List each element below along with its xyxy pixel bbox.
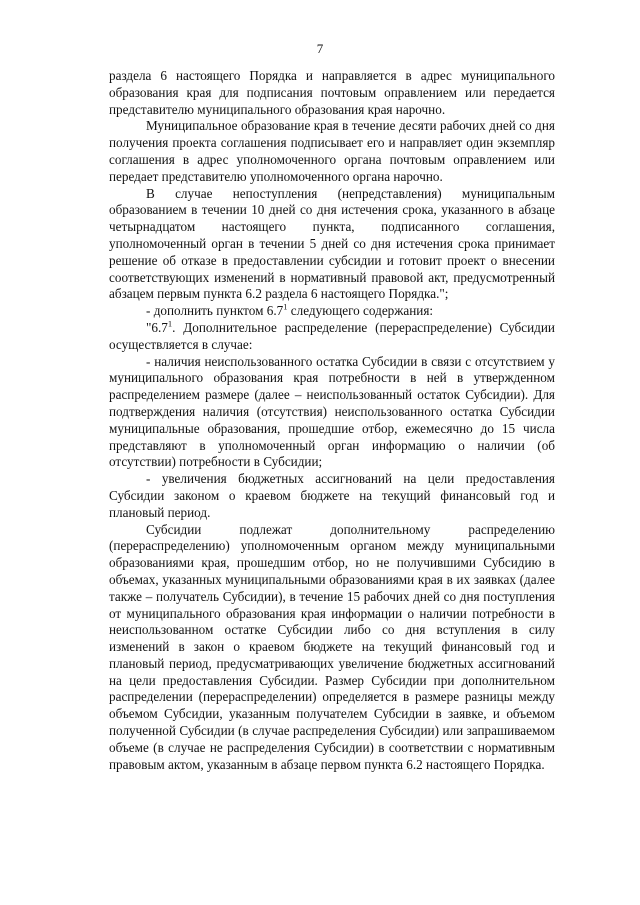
paragraph-4-before: - дополнить пунктом 6.7 [146, 303, 284, 319]
paragraph-6: - наличия неиспользованного остатка Субсидии в связи с отсутствием у муниципального образования края потребности в ней в утвержденном распределением размере (далее – неиспользованный остаток Субсидии). Для подтверждения наличия (отсутствия) неиспользованного остатка Субсидии муниципальные образования, прошедшие отбор, ежемесячно до 15 числа представляют в уполномоченный орган информацию о наличии (об отсутствии) потребности в Субсидии; [109, 353, 555, 470]
paragraph-3: В случае непоступления (непредставления) муниципальным образованием в течении 10 дней со дня истечения срока, указанного в абзаце четырнадцатом настоящего пункта, подписанного соглашения, уполномоченный орган в течении 5 дней со дня истечения срока принимает решение об отказе в предоставлении субсидии и готовит проект о внесении соответствующих изменений в нормативный правовой акт, предусмотренный абзацем первым пункта 6.2 раздела 6 настоящего Порядка."; [109, 185, 555, 302]
paragraph-2: Муниципальное образование края в течение десяти рабочих дней со дня получения проекта соглашения подписывает его и направляет один экземпляр соглашения в адрес уполномоченного органа почтовым оправлением или передает представителю уполномоченного органа нарочно. [109, 118, 555, 184]
page-number: 7 [316, 41, 324, 56]
paragraph-8: Субсидии подлежат дополнительному распределению (перераспределению) уполномоченным органом между муниципальными образованиями края, прошедшим отбор, но не получившими Субсидию в объемах, указанных муниципальными образованиями края в их заявках (далее также – получатель Субсидии), в течение 15 рабочих дней со дня поступления от муниципального образования края информации о наличии потребности в неиспользованном остатке Субсидии либо со дня вступления в силу изменений в закон о краевом бюджете на текущий финансовый год и плановый период, предусматривающих увеличение бюджетных ассигнований на цели предоставления Субсидии. Размер Субсидии при дополнительном распределении (перераспределении) определяется в размере разницы между объемом Субсидии, указанным получателем Субсидии в заявке, и объемом полученной Субсидии (в случае распределения Субсидии) или запрашиваемом объеме (в случае не распределения Субсидии) в соответствии с нормативным правовым актом, указанным в абзаце первом пункта 6.2 настоящего Порядка. [109, 521, 555, 772]
paragraph-4-superscript: 1 [283, 301, 288, 312]
document-body [109, 68, 555, 773]
paragraph-5 [109, 320, 555, 354]
paragraph-4 [109, 303, 555, 320]
paragraph-5-superscript: 1 [167, 318, 173, 329]
paragraph-5-after: . Дополнительное распределение (перераспределение) Субсидии осуществляется в случае: [109, 319, 555, 352]
paragraph-7: - увеличения бюджетных ассигнований на цели предоставления Субсидии законом о краевом бюджете на текущий финансовый год и плановый период. [109, 471, 555, 520]
paragraph-4-after: следующего содержания: [287, 303, 434, 319]
paragraph-5-before: "6.7 [146, 319, 168, 335]
paragraph-1: раздела 6 настоящего Порядка и направляется в адрес муниципального образования края для подписания почтовым оправлением или передается представителю муниципального образования края нарочно. [109, 68, 555, 117]
